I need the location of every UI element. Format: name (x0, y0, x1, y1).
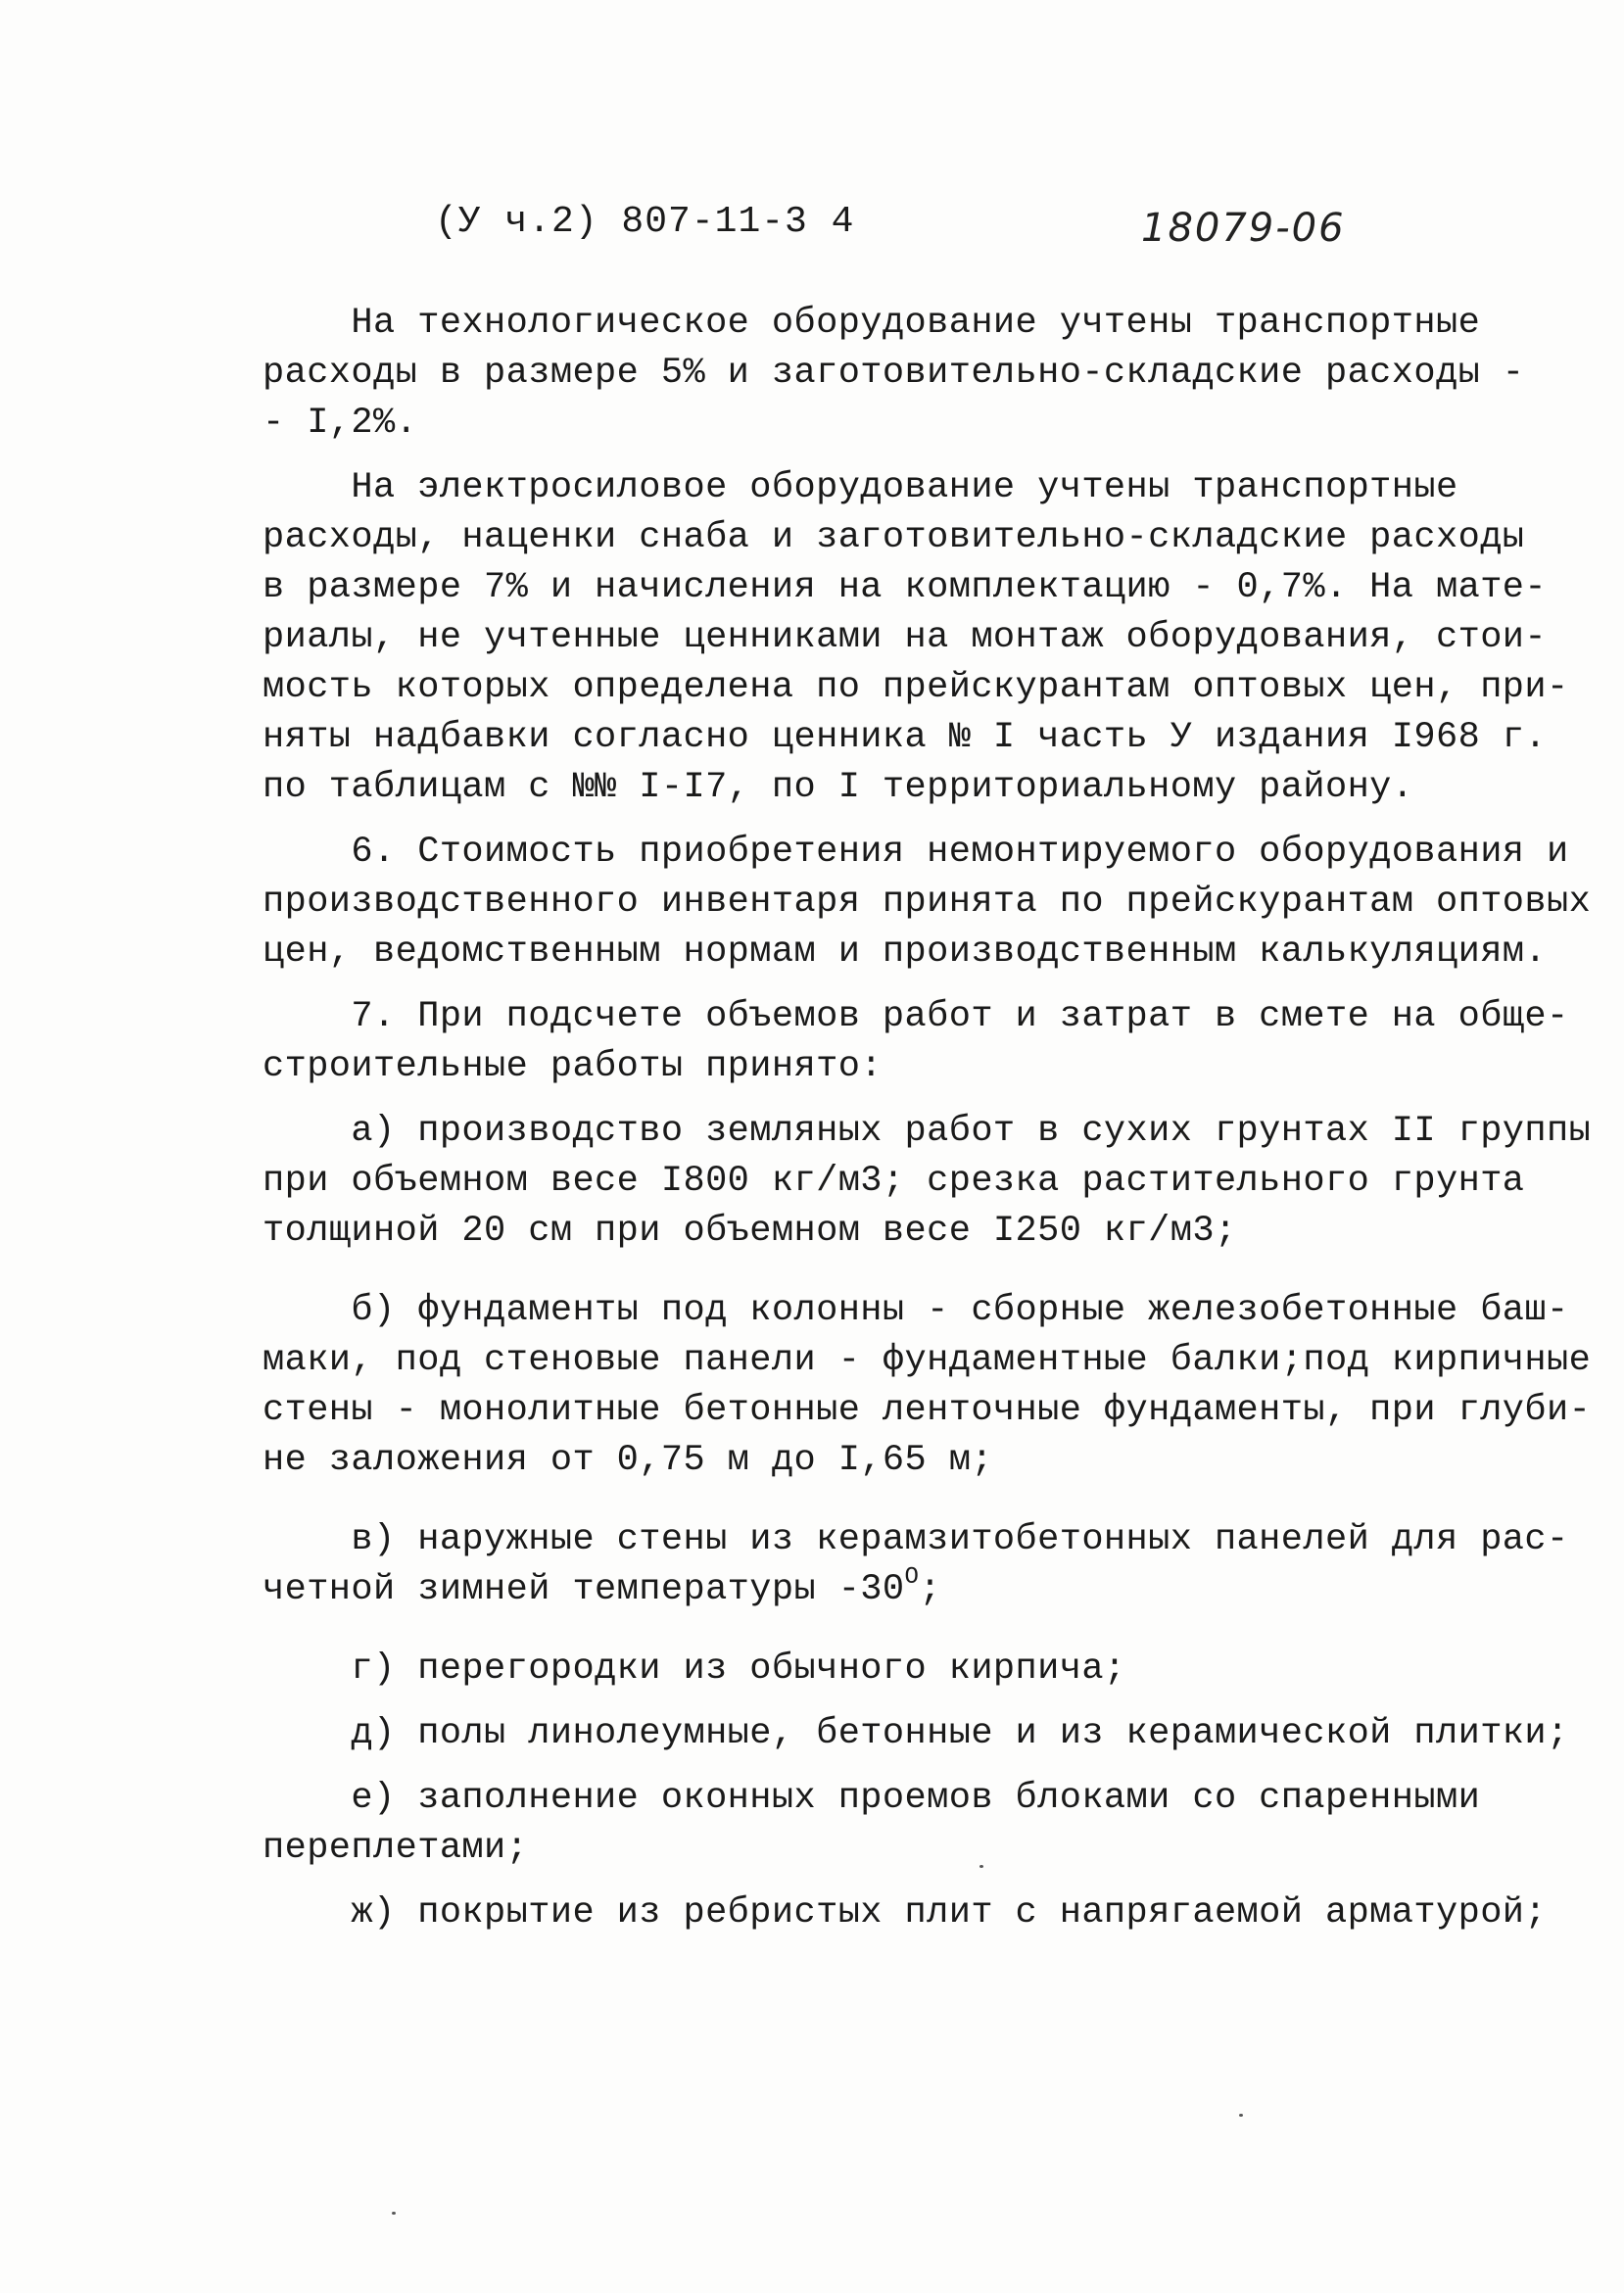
text-line: а) производство земляных работ в сухих грунтах II группы (263, 1111, 1592, 1152)
text-line: г) перегородки из обычного кирпича; (263, 1648, 1126, 1690)
text-line: расходы в размере 5% и заготовительно-складские расходы - (263, 353, 1525, 394)
text-line: производственного инвентаря принята по прейскурантам оптовых (263, 882, 1592, 923)
text-line: няты надбавки согласно ценника № I часть У издания I968 г. (263, 717, 1548, 758)
text-line-tail: ; (919, 1569, 941, 1610)
text-line: д) полы линолеумные, бетонные и из керамической плитки; (263, 1713, 1569, 1754)
text-line: риалы, не учтенные ценниками на монтаж оборудования, стои- (263, 617, 1548, 658)
text-line: в размере 7% и начисления на комплектацию - 0,7%. На мате- (263, 567, 1548, 608)
text-line: стены - монолитные бетонные ленточные фундаменты, при глуби- (263, 1390, 1592, 1431)
text-line: маки, под стеновые панели - фундаментные балки;под кирпичные (263, 1340, 1592, 1381)
text-line: 6. Стоимость приобретения немонтируемого оборудования и (263, 832, 1569, 873)
text-line: На технологическое оборудование учтены транспортные (263, 303, 1481, 344)
text-line: при объемном весе I800 кг/м3; срезка растительного грунта (263, 1161, 1525, 1202)
scan-speck (392, 2212, 396, 2215)
scan-speck (1239, 2114, 1243, 2117)
text-line: по таблицам с №№ I-I7, по I территориальному району. (263, 767, 1414, 808)
document-reference: (У ч.2) 807-11-3 4 (435, 201, 855, 243)
text-line (263, 1565, 941, 1614)
text-line: - I,2%. (263, 403, 418, 444)
handwritten-stamp-number: 18079-06 (1141, 206, 1346, 251)
text-line: На электросиловое оборудование учтены транспортные (263, 467, 1458, 508)
text-line: не заложения от 0,75 м до I,65 м; (263, 1440, 993, 1481)
text-line: мость которых определена по прейскурантам оптовых цен, при- (263, 667, 1569, 708)
text-line: переплетами; (263, 1828, 529, 1869)
text-line: цен, ведомственным нормам и производственным калькуляциям. (263, 932, 1548, 973)
text-line: строительные работы принято: (263, 1046, 883, 1087)
text-line: б) фундаменты под колонны - сборные железобетонные баш- (263, 1290, 1569, 1331)
text-line: 7. При подсчете объемов работ и затрат в смете на обще- (263, 996, 1569, 1037)
text-line-main: четной зимней температуры -30 (263, 1569, 905, 1610)
text-line: в) наружные стены из керамзитобетонных панелей для рас- (263, 1519, 1569, 1560)
text-line: е) заполнение оконных проемов блоками со спаренными (263, 1778, 1481, 1819)
degree-superscript: О (904, 1564, 920, 1591)
text-line: толщиной 20 см при объемном весе I250 кг/м3; (263, 1211, 1237, 1252)
scan-speck (979, 1865, 983, 1868)
text-line: расходы, наценки снаба и заготовительно-складские расходы (263, 517, 1525, 558)
text-line: ж) покрытие из ребристых плит с напрягаемой арматурой; (263, 1892, 1548, 1934)
